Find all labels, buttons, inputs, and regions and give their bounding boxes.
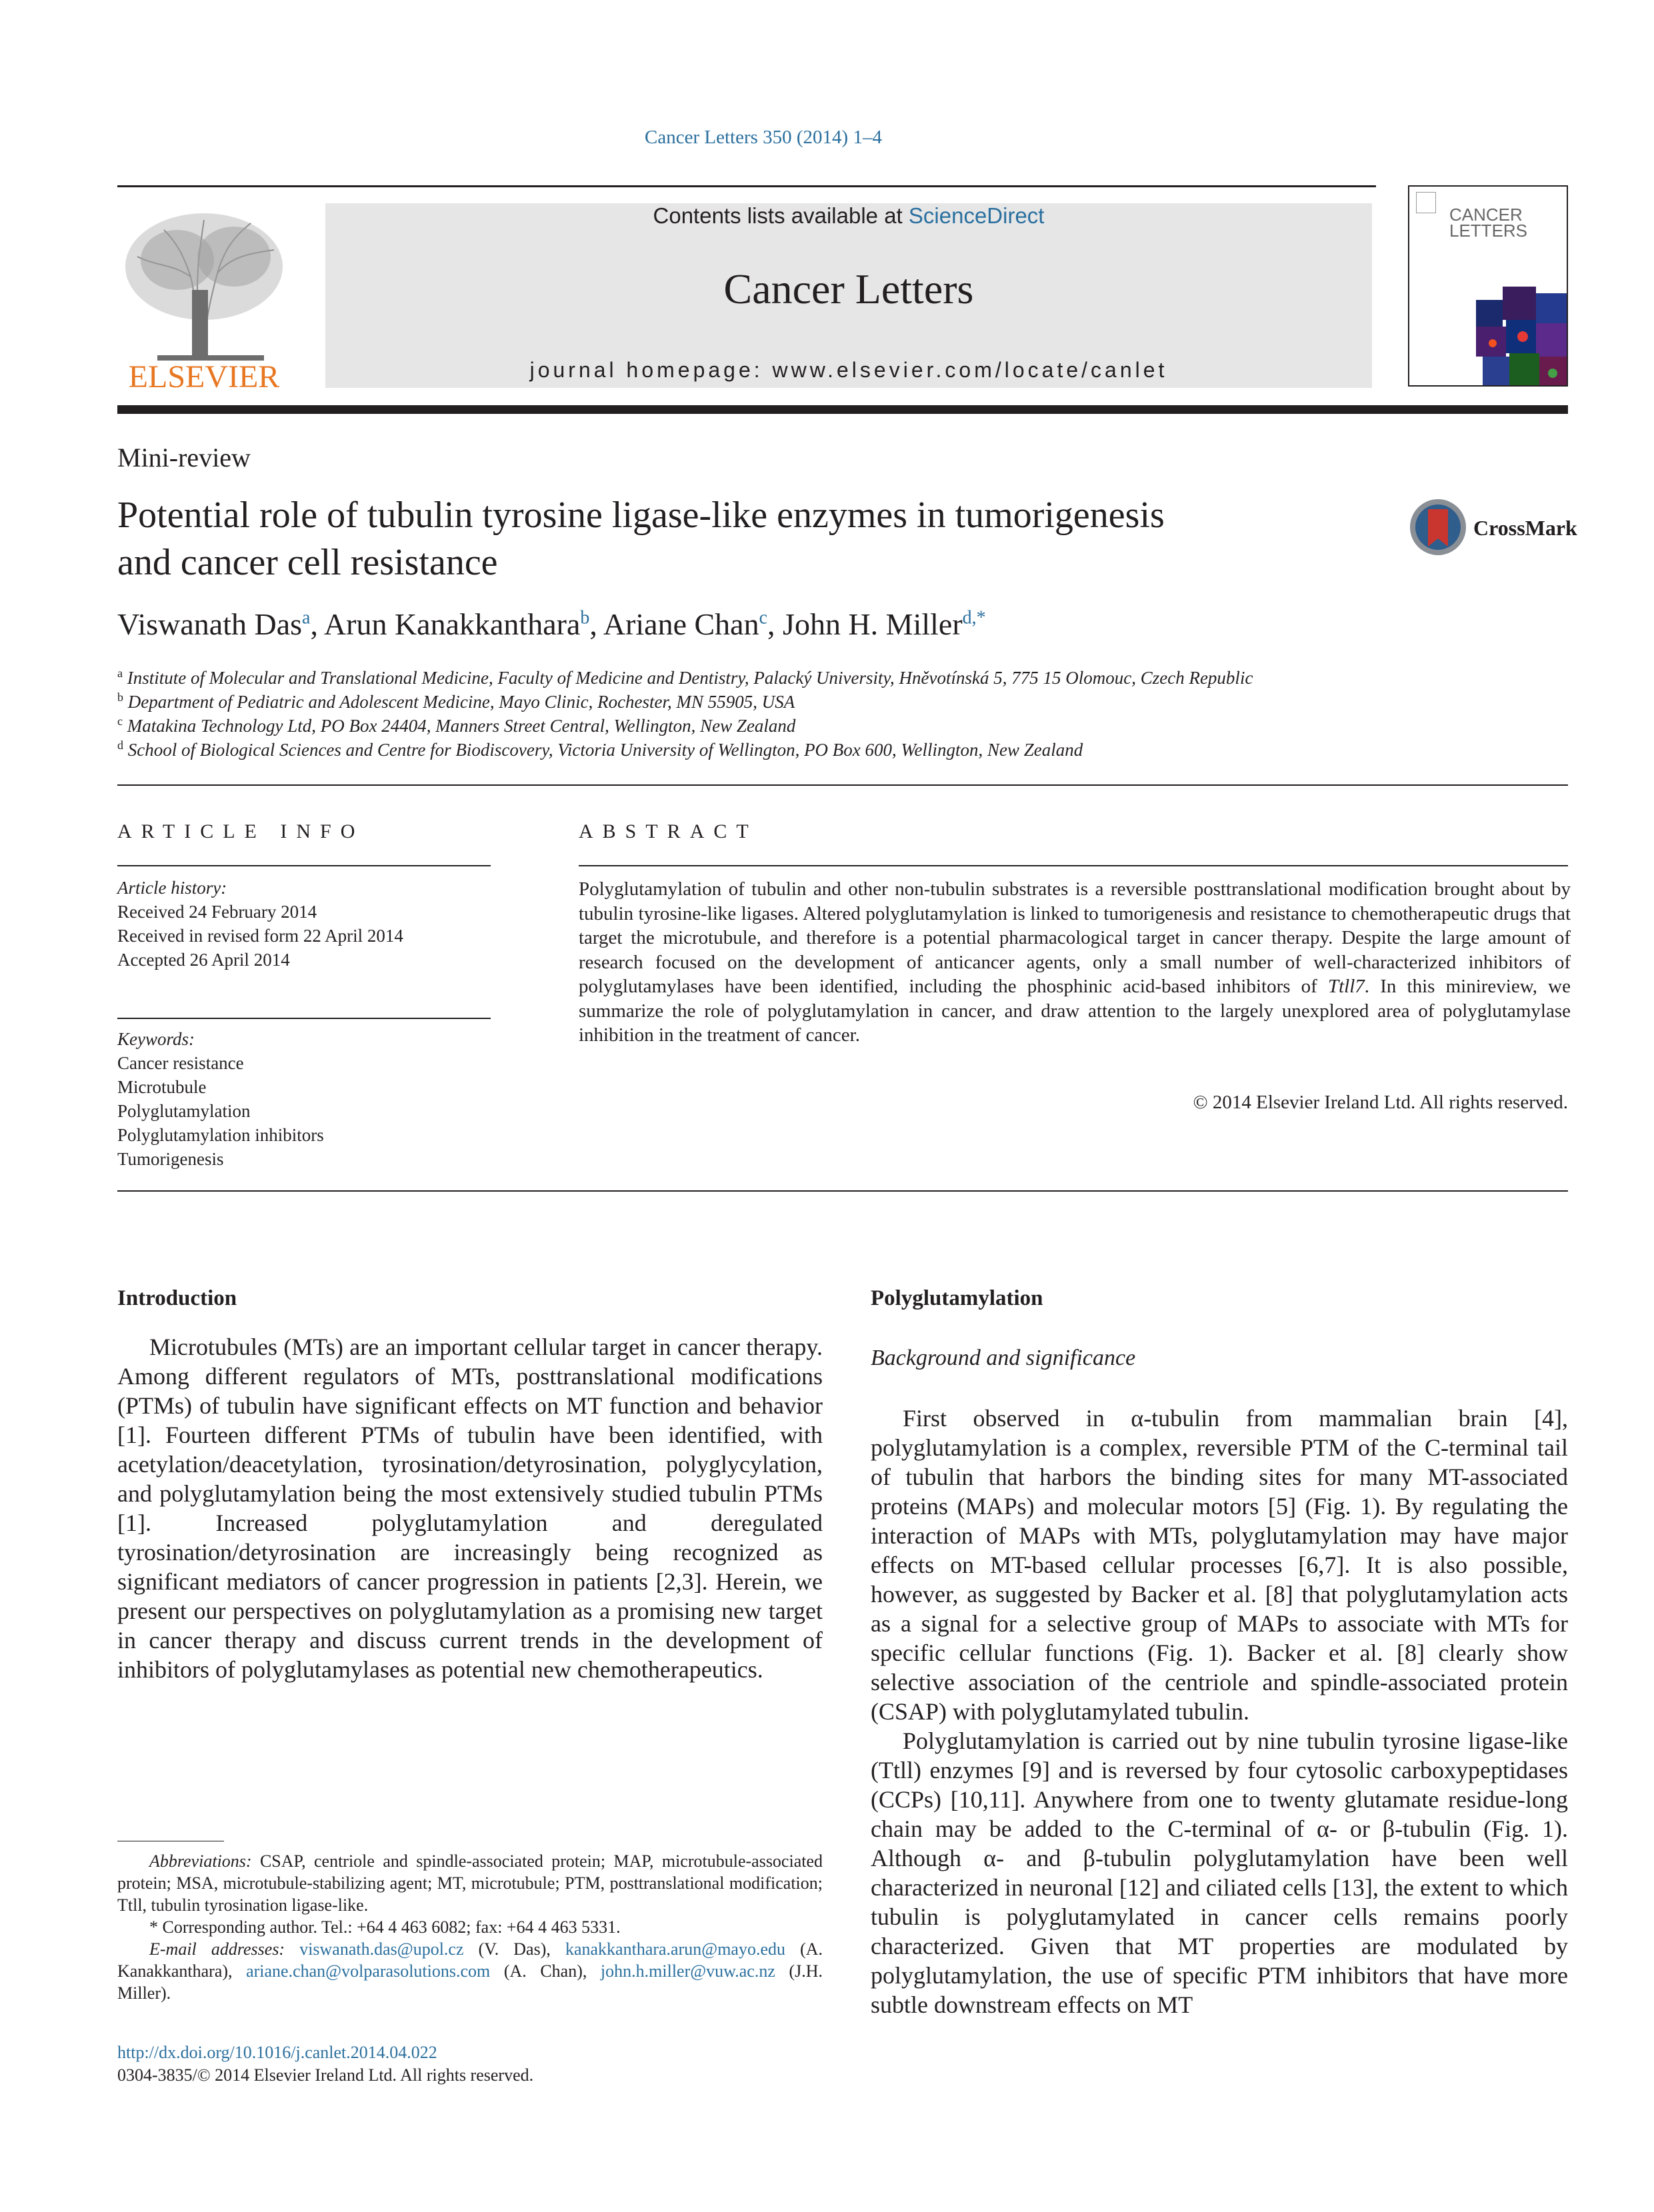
affiliation-marker: d <box>117 738 123 752</box>
journal-banner <box>325 203 1372 388</box>
section-divider <box>117 784 1568 786</box>
affiliation <box>117 666 1253 688</box>
article-info-heading: ARTICLE INFO <box>117 820 365 842</box>
author-affiliation-marker[interactable]: b <box>580 607 590 628</box>
introduction-paragraph: Microtubules (MTs) are an important cellular target in cancer therapy. Among different regulators of MTs, posttranslational modifications (PTMs) of tubulin have significant effects on MT function and behavior [1]. Fourteen different PTMs of tubulin have been identified, with acetylation/deacetylation, tyrosination/detyrosination, polyglycylation, and polyglutamylation being the most extensively studied tubulin PTMs [1]. Increased polyglutamylation and deregulated tyrosination/detyrosination are increasingly being recognized as significant mediators of cancer progression in patients [2,3]. Herein, we present our perspectives on polyglutamylation as a promising new target in cancer therapy and discuss current trends in the development of inhibitors of polyglutamylases as potential new chemotherapeutics. <box>117 1334 823 1683</box>
email-link[interactable]: john.h.miller@vuw.ac.nz <box>600 1961 775 1981</box>
affiliation-text: Institute of Molecular and Translational Medicine, Faculty of Medicine and Dentistry, Palacký University, Hněvotínská 5, 775 15 Olomouc, Czech Republic <box>127 668 1253 688</box>
journal-reference[interactable]: Cancer Letters 350 (2014) 1–4 <box>645 127 882 148</box>
email-footnote <box>117 1938 823 2004</box>
affiliation-marker: c <box>117 714 123 728</box>
email-owner: (A. Kanakkanthara), <box>117 1939 823 1981</box>
affiliation-text: School of Biological Sciences and Centre for Biodiscovery, Victoria University of Wellington, PO Box 600, Wellington, New Zealand <box>127 740 1083 760</box>
history-item: Accepted 26 April 2014 <box>117 950 290 970</box>
doi-link[interactable]: http://dx.doi.org/10.1016/j.canlet.2014.04.022 <box>117 2043 437 2062</box>
keyword: Cancer resistance <box>117 1053 244 1073</box>
background-subheading: Background and significance <box>871 1346 1136 1370</box>
email-link[interactable]: ariane.chan@volparasolutions.com <box>246 1961 491 1981</box>
abstract-text <box>579 877 1571 1048</box>
publisher-logo-text: ELSEVIER <box>128 359 280 393</box>
email-owner: (A. Chan), <box>503 1961 587 1981</box>
polyglutamylation-heading: Polyglutamylation <box>871 1286 1043 1310</box>
abstract-gene-name: Ttll7 <box>1327 976 1365 997</box>
cover-title: CANCER LETTERS <box>1449 205 1528 241</box>
corresponding-author-footnote: * Corresponding author. Tel.: +64 4 463 6082; fax: +64 4 463 5331. <box>149 1917 621 1937</box>
history-item: Received in revised form 22 April 2014 <box>117 926 403 946</box>
abstract-copyright: © 2014 Elsevier Ireland Ltd. All rights reserved. <box>1193 1092 1568 1113</box>
keyword: Polyglutamylation inhibitors <box>117 1125 324 1145</box>
footnotes <box>117 1850 823 2004</box>
keyword: Microtubule <box>117 1077 207 1097</box>
abstract-heading: ABSTRACT <box>579 820 758 842</box>
author-affiliation-marker[interactable]: c <box>759 607 768 628</box>
elsevier-logo <box>117 203 291 393</box>
keyword: Tumorigenesis <box>117 1149 224 1169</box>
keywords-rule <box>117 1018 491 1019</box>
cover-image-mosaic <box>1476 287 1568 387</box>
article-title-line-1: Potential role of tubulin tyrosine ligase-like enzymes in tumorigenesis <box>117 495 1165 536</box>
affiliation <box>117 714 795 736</box>
section-divider <box>117 1190 1568 1192</box>
header-thick-rule <box>117 405 1568 414</box>
abstract-part: . In this minireview, we summarize the role of polyglutamylation in cancer, and draw attention to the largely unexplored area of polyglutamylase inhibition in the treatment of cancer. <box>579 976 1571 1046</box>
author-affiliation-marker[interactable]: a <box>302 607 311 628</box>
crossmark-button[interactable] <box>1408 497 1577 557</box>
author-name[interactable]: Arun Kanakkanthara <box>323 607 581 641</box>
elsevier-tree-icon <box>117 203 291 393</box>
abbreviations-text: CSAP, centriole and spindle-associated protein; MAP, microtubule-associated protein; MSA, microtubule-stabilizing agent; MT, microtubule; PTM, posttranslational modification; Ttll, tubulin tyrosination ligase-like. <box>117 1851 823 1915</box>
journal-homepage[interactable]: journal homepage: www.elsevier.com/locate/canlet <box>529 358 1168 382</box>
polyglutamylation-text <box>871 1404 1568 2019</box>
affiliation <box>117 738 1083 760</box>
email-label: E-mail addresses: <box>149 1939 285 1959</box>
article-title <box>117 492 1384 586</box>
email-link[interactable]: kanakkanthara.arun@mayo.edu <box>565 1939 785 1959</box>
email-owner: (J.H. Miller). <box>117 1961 823 2003</box>
article-history <box>117 876 403 972</box>
history-item: Received 24 February 2014 <box>117 902 317 922</box>
author-list: Viswanath Das$^a$, Arun Kanakkanthara$^b$, Ariane Chan$^c$, John H. Miller$^{d,*}$ <box>117 607 986 641</box>
author-name[interactable]: John H. Miller <box>783 607 963 641</box>
keywords-label: Keywords: <box>117 1029 195 1049</box>
affiliation-text: Matakina Technology Ltd, PO Box 24404, Manners Street Central, Wellington, New Zealand <box>127 716 796 736</box>
abstract-part: Polyglutamylation of tubulin and other non-tubulin substrates is a reversible posttranslational modification brought about by tubulin tyrosine-like ligases. Altered polyglutamylation is linked to tumorigenesis and resistance to chemotherapeutic drugs that target the microtubule, and therefore is a potential pharmacological target in cancer therapy. Despite the large amount of research focused on the development of anticancer agents, only a small number of well-characterized inhibitors of polyglutamylases have been identified, including the phosphinic acid-based inhibitors of <box>579 878 1571 997</box>
crossmark-icon <box>1408 497 1468 557</box>
abbreviations-label: Abbreviations: <box>149 1851 252 1871</box>
introduction-text <box>117 1332 823 1684</box>
cover-logo-icon <box>1416 192 1436 213</box>
author-name[interactable]: Viswanath Das <box>117 607 303 641</box>
affiliation <box>117 690 795 712</box>
affiliation-marker: b <box>117 690 123 704</box>
header-top-rule <box>117 185 1376 187</box>
email-link[interactable]: viswanath.das@upol.cz <box>299 1939 464 1959</box>
keyword: Polyglutamylation <box>117 1101 251 1121</box>
keywords <box>117 1027 324 1171</box>
journal-title: Cancer Letters <box>723 265 974 313</box>
issn-copyright: 0304-3835/© 2014 Elsevier Ireland Ltd. All rights reserved. <box>117 2065 534 2085</box>
sciencedirect-link[interactable]: ScienceDirect <box>908 203 1045 228</box>
contents-available-line <box>325 203 1372 229</box>
affiliation-marker: a <box>117 666 123 680</box>
introduction-heading: Introduction <box>117 1286 237 1310</box>
crossmark-label: CrossMark <box>1473 516 1577 540</box>
article-title-line-2: and cancer cell resistance <box>117 542 498 583</box>
body-paragraph: Polyglutamylation is carried out by nine tubulin tyrosine ligase-like (Ttll) enzymes [9] and is reversed by four cytosolic carboxypeptidases (CCPs) [10,11]. Anywhere from one to twenty glutamate residue-long chain may be added to the C-terminal of α- or β-tubulin (Fig. 1). Although α- and β-tubulin polyglutamylation have been well characterized in neuronal [12] and ciliated cells [13], the extent to which tubulin is polyglutamylated in cancer cells remains poorly characterized. Given that MT properties are modulated by polyglutamylation, the use of specific PTM inhibitors that have more subtle downstream effects on MT <box>871 1727 1568 2018</box>
contents-prefix: Contents lists available at <box>653 203 909 228</box>
author-affiliation-marker[interactable]: d,* <box>962 607 986 628</box>
article-type: Mini-review <box>117 443 251 473</box>
history-label: Article history: <box>117 878 227 898</box>
affiliation-text: Department of Pediatric and Adolescent Medicine, Mayo Clinic, Rochester, MN 55905, USA <box>127 692 795 712</box>
abbreviations-footnote <box>117 1850 823 1916</box>
body-paragraph: First observed in α-tubulin from mammalian brain [4], polyglutamylation is a complex, reversible PTM of the C-terminal tail of tubulin that harbors the binding sites for many MT-associated proteins (MAPs) and molecular motors [5] (Fig. 1). By regulating the interaction of MAPs with MTs, polyglutamylation may have major effects on MT-based cellular processes [6,7]. It is also possible, however, as suggested by Backer et al. [8] that polyglutamylation acts as a signal for a selective group of MAPs to associate with MTs for specific cellular functions (Fig. 1). Backer et al. [8] clearly show selective association of the centriole and spindle-associated protein (CSAP) with polyglutamylated tubulin. <box>871 1405 1568 1725</box>
abstract-rule <box>579 865 1568 866</box>
author-name[interactable]: Ariane Chan <box>603 607 759 641</box>
email-owner: (V. Das), <box>478 1939 551 1959</box>
article-info-rule <box>117 865 491 866</box>
journal-cover-thumbnail <box>1408 185 1568 387</box>
